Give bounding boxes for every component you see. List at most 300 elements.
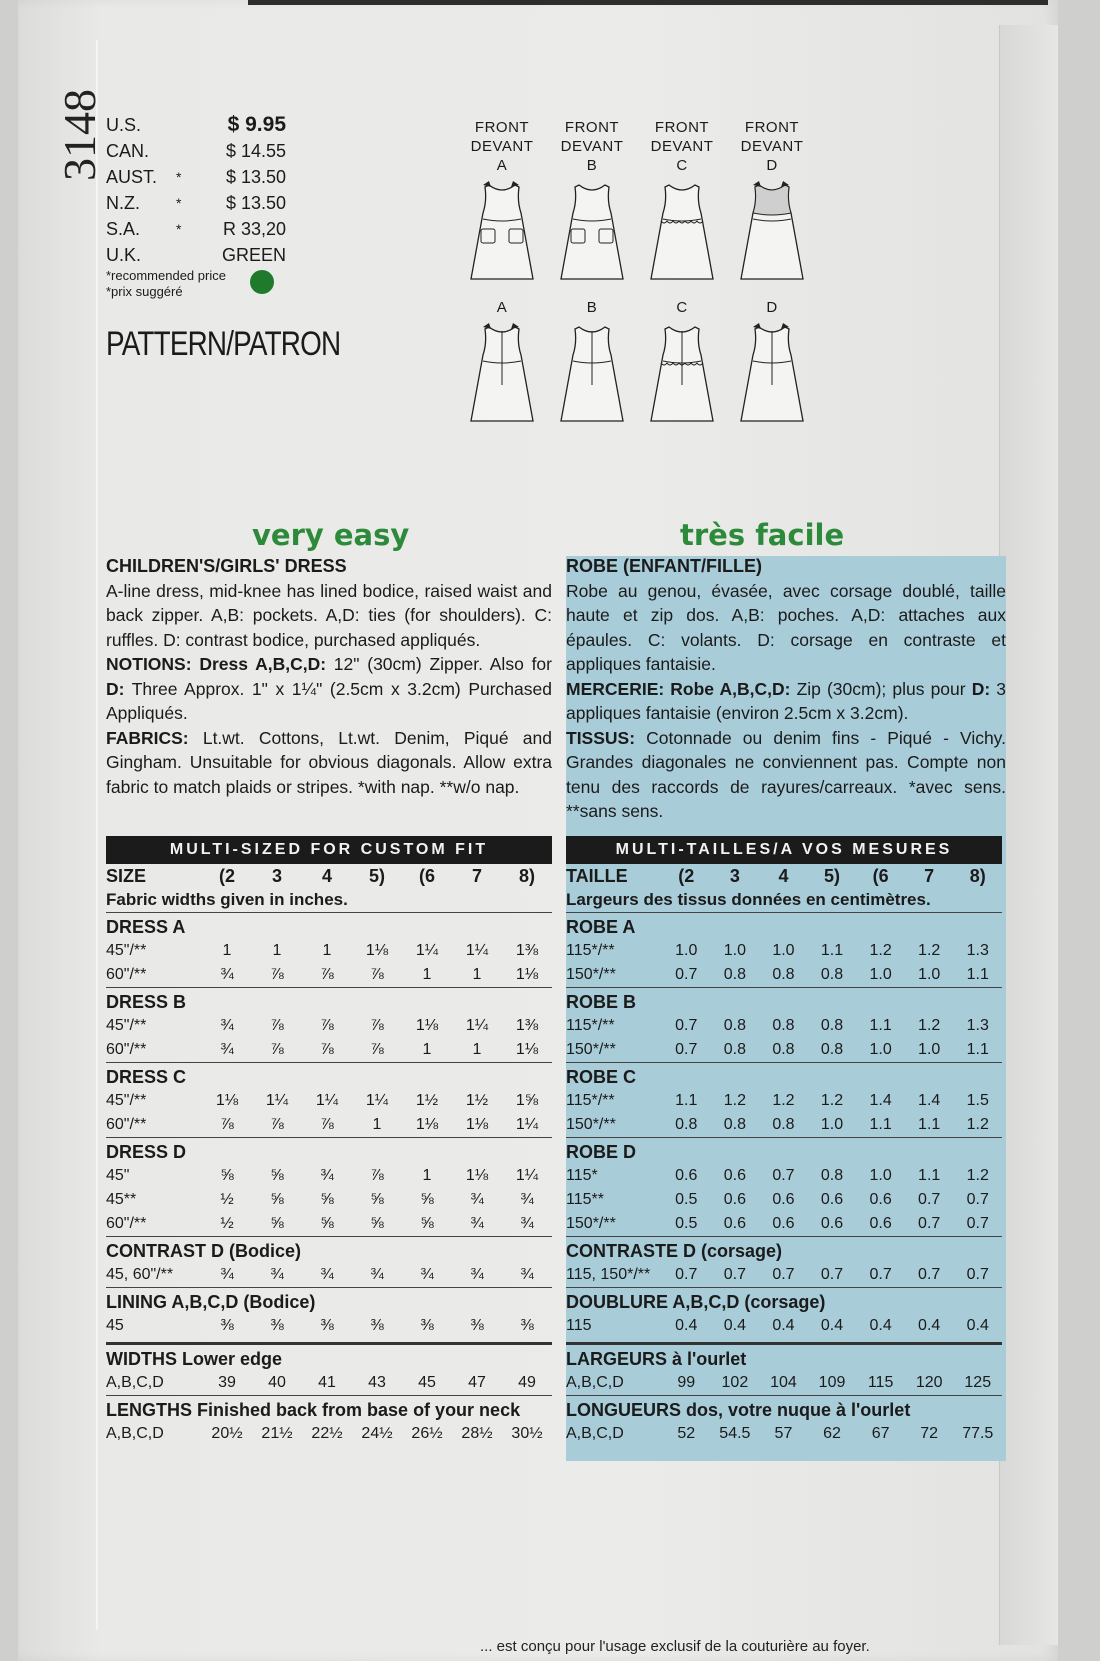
table-cell: ⅜ bbox=[270, 1317, 284, 1334]
row-label: 150*/** bbox=[566, 1116, 616, 1133]
row-cells bbox=[202, 1014, 552, 1038]
table-cell: ¾ bbox=[470, 1215, 484, 1232]
fold-line bbox=[96, 40, 98, 1630]
front-label: FRONT bbox=[744, 119, 800, 136]
table-row bbox=[566, 1038, 1002, 1062]
table-cell: 1.0 bbox=[869, 1167, 892, 1184]
view-letter: B bbox=[586, 299, 598, 316]
section-heading: DRESS A bbox=[106, 912, 552, 939]
lengths-heading: LONGUEURS dos, votre nuque à l'ourlet bbox=[566, 1395, 1002, 1422]
table-cell: 1.5 bbox=[966, 1092, 989, 1109]
table-cell: ⅜ bbox=[320, 1317, 334, 1334]
table-cell: 1.0 bbox=[918, 1041, 941, 1058]
table-cell: 0.5 bbox=[675, 1215, 698, 1232]
english-fabrics: FABRICS: Lt.wt. Cottons, Lt.wt. Denim, Piqué and Gingham. Unsuitable for obvious diagonals. Allow extra fabric to match plaids or stripes. *with nap. **w/o nap. bbox=[106, 727, 552, 797]
table-cell: 0.7 bbox=[869, 1266, 892, 1283]
table-cell: 1¼ bbox=[315, 1092, 339, 1109]
front-label: FRONT bbox=[654, 119, 710, 136]
table-cell: 3 bbox=[271, 866, 282, 886]
table-cell: 47 bbox=[468, 1374, 486, 1391]
dress-front-icon bbox=[462, 179, 542, 283]
price-mark: * bbox=[176, 221, 182, 237]
table-cell: 45 bbox=[418, 1374, 436, 1391]
table-cell: ⅞ bbox=[270, 1041, 284, 1058]
french-fabrics: TISSUS: Cotonnade ou denim fins - Piqué - Vichy. Grandes diagonales ne conviennent pas. Compte non tenu des raccords de rayures/carreaux. *avec sens. **sans sens. bbox=[566, 727, 1006, 821]
table-cell: 1¼ bbox=[465, 942, 489, 959]
table-cell: 1.2 bbox=[820, 1092, 844, 1109]
table-cell: 0.8 bbox=[820, 1017, 844, 1034]
row-cells bbox=[662, 963, 1002, 987]
widths-heading: LARGEURS à l'ourlet bbox=[566, 1342, 1002, 1371]
price-mark bbox=[176, 112, 192, 138]
row-cells bbox=[662, 1038, 1002, 1062]
table-cell: 1.4 bbox=[869, 1092, 892, 1109]
table-cell: 109 bbox=[818, 1374, 846, 1391]
row-label: TAILLE bbox=[566, 866, 628, 886]
row-cells bbox=[202, 1371, 552, 1395]
row-label: 150*/** bbox=[566, 966, 616, 983]
price-row bbox=[106, 190, 286, 216]
table-cell: 102 bbox=[721, 1374, 749, 1391]
row-cells bbox=[662, 1314, 1002, 1338]
table-cell: 1.3 bbox=[966, 1017, 989, 1034]
table-cell: 0.7 bbox=[675, 1041, 698, 1058]
back-view-b bbox=[552, 298, 632, 425]
table-cell: 21½ bbox=[261, 1425, 293, 1442]
row-label: 115*/** bbox=[566, 1017, 615, 1034]
table-cell: ¾ bbox=[470, 1266, 484, 1283]
table-row bbox=[106, 939, 552, 963]
row-label: 60"/** bbox=[106, 1041, 147, 1058]
section-heading: DRESS B bbox=[106, 987, 552, 1014]
table-cell: 0.8 bbox=[723, 966, 746, 983]
table-cell: 1.1 bbox=[869, 1116, 892, 1133]
table-cell: (2 bbox=[218, 866, 235, 886]
table-cell: 1.0 bbox=[869, 1041, 892, 1058]
table-cell: 1⅛ bbox=[465, 1167, 489, 1184]
table-cell: 0.8 bbox=[820, 1167, 844, 1184]
table-row bbox=[566, 963, 1002, 987]
row-cells bbox=[662, 1422, 1002, 1446]
table-cell: ¾ bbox=[220, 966, 234, 983]
row-cells bbox=[202, 1263, 552, 1287]
table-cell: 1⅜ bbox=[515, 942, 539, 959]
table-cell: 0.6 bbox=[723, 1191, 746, 1208]
row-cells bbox=[662, 1263, 1002, 1287]
table-cell: 1.1 bbox=[675, 1092, 698, 1109]
table-cell: 0.8 bbox=[723, 1116, 746, 1133]
table-cell: 40 bbox=[268, 1374, 286, 1391]
table-cell: 0.7 bbox=[820, 1266, 844, 1283]
table-cell: 1⅛ bbox=[215, 1092, 239, 1109]
section-heading: ROBE C bbox=[566, 1062, 1002, 1089]
table-cell: ⅝ bbox=[320, 1191, 334, 1208]
price-row bbox=[106, 164, 286, 190]
table-row bbox=[106, 1314, 552, 1338]
price-list bbox=[106, 112, 286, 300]
row-cells bbox=[202, 1422, 552, 1446]
table-row bbox=[106, 1164, 552, 1188]
row-label: SIZE bbox=[106, 866, 147, 886]
table-cell: 4 bbox=[778, 866, 789, 886]
table-cell: (6 bbox=[418, 866, 435, 886]
table-row bbox=[566, 1113, 1002, 1137]
table-cell: 1.1 bbox=[966, 1041, 989, 1058]
table-cell: 0.4 bbox=[869, 1317, 892, 1334]
row-label: 60"/** bbox=[106, 966, 147, 983]
price-value: $ 9.95 bbox=[227, 113, 286, 136]
right-flap bbox=[999, 25, 1058, 1645]
french-title: ROBE (ENFANT/FILLE) bbox=[566, 556, 762, 576]
front-label: FRONT bbox=[564, 119, 620, 136]
table-cell: 0.7 bbox=[675, 1017, 698, 1034]
table-cell: 1 bbox=[422, 1041, 432, 1058]
table-cell: 1.2 bbox=[723, 1092, 746, 1109]
table-cell: ⅝ bbox=[220, 1167, 234, 1184]
table-cell: 0.7 bbox=[966, 1191, 989, 1208]
table-cell: 26½ bbox=[411, 1425, 443, 1442]
price-row bbox=[106, 138, 286, 164]
row-label: 45"/** bbox=[106, 1017, 147, 1034]
row-label: 45, 60"/** bbox=[106, 1266, 174, 1283]
yardage-table-english bbox=[106, 836, 552, 1446]
price-mark bbox=[176, 138, 192, 164]
table-cell: ⅝ bbox=[420, 1215, 434, 1232]
row-cells bbox=[662, 1164, 1002, 1188]
table-cell: 0.8 bbox=[772, 1017, 795, 1034]
table-header-bar: MULTI-TAILLES/A VOS MESURES bbox=[566, 836, 1002, 864]
table-cell: 1 bbox=[272, 942, 282, 959]
table-cell: 1.2 bbox=[918, 942, 941, 959]
section-heading: CONTRASTE D (corsage) bbox=[566, 1236, 1002, 1263]
table-header-bar: MULTI-SIZED FOR CUSTOM FIT bbox=[106, 836, 552, 864]
front-view-c bbox=[642, 118, 722, 283]
back-view-c bbox=[642, 298, 722, 425]
dress-back-icon bbox=[462, 321, 542, 425]
table-cell: 0.7 bbox=[918, 1266, 941, 1283]
table-cell: ⅝ bbox=[320, 1215, 334, 1232]
price-mark: * bbox=[176, 195, 182, 211]
table-row bbox=[566, 1014, 1002, 1038]
english-notions: NOTIONS: Dress A,B,C,D: 12" (30cm) Zipper. Also for D: Three Approx. 1" x 1¼" (2.5cm x 3.2cm) Purchased Appliqués. bbox=[106, 654, 552, 723]
front-view-a bbox=[462, 118, 542, 283]
row-label: 150*/** bbox=[566, 1041, 616, 1058]
table-cell: 30½ bbox=[511, 1425, 543, 1442]
table-row bbox=[566, 864, 1002, 888]
table-cell: ¾ bbox=[220, 1017, 234, 1034]
table-cell: 1⅛ bbox=[415, 1017, 439, 1034]
table-cell: 0.8 bbox=[820, 966, 844, 983]
table-cell: 1 bbox=[472, 1041, 482, 1058]
table-cell: ⅞ bbox=[320, 1116, 334, 1133]
table-cell: (2 bbox=[678, 866, 695, 886]
table-cell: 0.7 bbox=[772, 1266, 795, 1283]
table-row bbox=[566, 1263, 1002, 1287]
table-cell: ⅞ bbox=[370, 1167, 384, 1184]
table-cell: ¾ bbox=[270, 1266, 284, 1283]
table-cell: 0.7 bbox=[918, 1191, 941, 1208]
fabric-widths-note: Largeurs des tissus données en centimètres. bbox=[566, 890, 931, 909]
table-row bbox=[566, 1164, 1002, 1188]
widths-heading: WIDTHS Lower edge bbox=[106, 1342, 552, 1371]
table-cell: 1⅛ bbox=[515, 966, 539, 983]
price-row bbox=[106, 216, 286, 242]
row-cells bbox=[202, 1188, 552, 1212]
table-cell: 5) bbox=[824, 866, 841, 886]
price-row bbox=[106, 112, 286, 138]
table-cell: 1.0 bbox=[772, 942, 795, 959]
table-cell: ⅞ bbox=[220, 1116, 234, 1133]
table-cell: 1.1 bbox=[918, 1167, 941, 1184]
table-cell: 1.0 bbox=[869, 966, 892, 983]
front-label: FRONT bbox=[474, 119, 530, 136]
devant-label: DEVANT bbox=[650, 138, 714, 155]
price-value: GREEN bbox=[221, 245, 286, 265]
row-label: 45 bbox=[106, 1317, 124, 1334]
table-cell: 0.6 bbox=[675, 1167, 698, 1184]
table-cell: 0.8 bbox=[772, 1041, 795, 1058]
section-heading: ROBE A bbox=[566, 912, 1002, 939]
table-cell: ¾ bbox=[420, 1266, 434, 1283]
bottom-text: ... est conçu pour l'usage exclusif de la couturière au foyer. bbox=[480, 1638, 870, 1655]
table-cell: 62 bbox=[823, 1425, 841, 1442]
table-row bbox=[106, 1113, 552, 1137]
price-country: U.K. bbox=[106, 245, 142, 265]
table-cell: ⅝ bbox=[420, 1191, 434, 1208]
table-row bbox=[106, 1422, 552, 1446]
table-cell: 1.4 bbox=[918, 1092, 941, 1109]
price-value: R 33,20 bbox=[222, 219, 286, 239]
english-title: CHILDREN'S/GIRLS' DRESS bbox=[106, 556, 347, 576]
table-cell: 1 bbox=[222, 942, 232, 959]
table-cell: 0.8 bbox=[772, 966, 795, 983]
row-cells bbox=[202, 1113, 552, 1137]
table-cell: 0.8 bbox=[820, 1041, 844, 1058]
view-letter: C bbox=[676, 157, 688, 174]
table-cell: 1.1 bbox=[966, 966, 989, 983]
devant-label: DEVANT bbox=[470, 138, 534, 155]
french-desc-text: Robe au genou, évasée, avec corsage doublé, taille haute et zip dos. A,B: poches. A,D: attaches aux épaules. C: volants. D: corsage en contraste et appliques fantaisie. bbox=[566, 580, 1006, 674]
table-cell: ⅞ bbox=[270, 966, 284, 983]
pattern-number: 3148 bbox=[54, 89, 105, 181]
table-cell: 0.6 bbox=[869, 1215, 892, 1232]
table-cell: ¾ bbox=[520, 1215, 534, 1232]
table-cell: 1⅛ bbox=[365, 942, 389, 959]
price-country: N.Z. bbox=[106, 193, 140, 213]
table-cell: 99 bbox=[677, 1374, 696, 1391]
table-cell: ¾ bbox=[370, 1266, 384, 1283]
dress-back-icon bbox=[732, 321, 812, 425]
table-row bbox=[566, 1371, 1002, 1395]
front-view-d bbox=[732, 118, 812, 283]
row-label: A,B,C,D bbox=[106, 1425, 164, 1442]
table-row bbox=[566, 1314, 1002, 1338]
table-cell: 1¼ bbox=[465, 1017, 489, 1034]
table-cell: 43 bbox=[368, 1374, 386, 1391]
back-view-a bbox=[462, 298, 542, 425]
table-cell: ½ bbox=[220, 1215, 234, 1232]
row-label: A,B,C,D bbox=[566, 1425, 624, 1442]
table-cell: 0.6 bbox=[772, 1191, 795, 1208]
section-heading: LINING A,B,C,D (Bodice) bbox=[106, 1287, 552, 1314]
table-cell: 120 bbox=[915, 1374, 943, 1391]
dress-front-icon bbox=[552, 179, 632, 283]
uk-green-dot-icon bbox=[250, 270, 274, 294]
table-cell: 1.2 bbox=[918, 1017, 941, 1034]
table-cell: 0.7 bbox=[675, 966, 698, 983]
table-cell: 1.0 bbox=[675, 942, 698, 959]
table-cell: 1½ bbox=[465, 1092, 489, 1109]
table-cell: 1.1 bbox=[869, 1017, 892, 1034]
row-label: 45"/** bbox=[106, 1092, 147, 1109]
table-row bbox=[566, 939, 1002, 963]
prix-suggere-note: *prix suggéré bbox=[106, 284, 183, 299]
row-label: 150*/** bbox=[566, 1215, 616, 1232]
table-cell: ¾ bbox=[520, 1266, 534, 1283]
table-cell: 1 bbox=[472, 966, 482, 983]
table-cell: 1.1 bbox=[820, 942, 844, 959]
table-cell: 1¼ bbox=[515, 1167, 539, 1184]
english-description bbox=[106, 554, 552, 799]
table-row bbox=[106, 1014, 552, 1038]
table-cell: 1¼ bbox=[265, 1092, 289, 1109]
row-label: 115*/** bbox=[566, 942, 615, 959]
table-cell: ⅝ bbox=[270, 1215, 284, 1232]
dress-front-icon bbox=[642, 179, 722, 283]
table-cell: 1⅛ bbox=[515, 1041, 539, 1058]
table-cell: ¾ bbox=[320, 1266, 334, 1283]
price-value: $ 14.55 bbox=[225, 141, 286, 161]
view-letter: B bbox=[586, 157, 598, 174]
table-cell: 1.2 bbox=[966, 1116, 989, 1133]
table-row bbox=[106, 1371, 552, 1395]
dress-back-icon bbox=[552, 321, 632, 425]
section-heading: ROBE B bbox=[566, 987, 1002, 1014]
table-row bbox=[566, 1422, 1002, 1446]
table-cell: 54.5 bbox=[719, 1425, 751, 1442]
table-cell: ⅞ bbox=[320, 1017, 334, 1034]
table-cell: ⅞ bbox=[370, 1041, 384, 1058]
french-description bbox=[566, 554, 1006, 824]
table-cell: 1 bbox=[422, 966, 432, 983]
table-cell: ¾ bbox=[520, 1191, 534, 1208]
table-cell: 0.8 bbox=[675, 1116, 698, 1133]
table-cell: 0.7 bbox=[966, 1215, 989, 1232]
table-cell: 28½ bbox=[461, 1425, 493, 1442]
row-cells bbox=[202, 1314, 552, 1338]
row-cells bbox=[662, 1113, 1002, 1137]
row-label: 115** bbox=[566, 1191, 604, 1208]
table-row bbox=[566, 1089, 1002, 1113]
table-cell: 0.4 bbox=[772, 1317, 795, 1334]
table-cell: ¾ bbox=[470, 1191, 484, 1208]
row-cells bbox=[662, 1371, 1002, 1395]
table-row bbox=[106, 1263, 552, 1287]
table-cell: 0.4 bbox=[966, 1317, 989, 1334]
table-cell: 0.6 bbox=[869, 1191, 892, 1208]
row-cells bbox=[202, 1164, 552, 1188]
row-label: A,B,C,D bbox=[106, 1374, 164, 1391]
table-cell: 8) bbox=[518, 866, 535, 886]
row-cells bbox=[662, 1212, 1002, 1236]
price-row bbox=[106, 242, 286, 268]
table-cell: 49 bbox=[518, 1374, 536, 1391]
table-cell: 1.3 bbox=[966, 942, 989, 959]
table-cell: ⅞ bbox=[270, 1017, 284, 1034]
table-cell: 0.7 bbox=[772, 1167, 795, 1184]
table-cell: ⅞ bbox=[370, 1017, 384, 1034]
fabric-widths-note: Fabric widths given in inches. bbox=[106, 890, 348, 909]
table-cell: 20½ bbox=[211, 1425, 243, 1442]
table-cell: 1⅛ bbox=[415, 1116, 439, 1133]
row-label: 45" bbox=[106, 1167, 130, 1184]
table-cell: 57 bbox=[774, 1425, 793, 1442]
table-cell: 1 bbox=[372, 1116, 382, 1133]
table-cell: 39 bbox=[218, 1374, 236, 1391]
row-label: 45"/** bbox=[106, 942, 147, 959]
pattern-label: PATTERN/PATRON bbox=[106, 325, 341, 363]
table-cell: 22½ bbox=[311, 1425, 343, 1442]
table-cell: 0.7 bbox=[918, 1215, 941, 1232]
table-cell: 115 bbox=[867, 1374, 894, 1391]
price-mark bbox=[176, 242, 192, 268]
devant-label: DEVANT bbox=[560, 138, 624, 155]
view-letter: D bbox=[766, 299, 778, 316]
row-cells bbox=[202, 864, 552, 888]
table-cell: 8) bbox=[969, 866, 986, 886]
table-row bbox=[566, 1188, 1002, 1212]
table-cell: 0.7 bbox=[675, 1266, 698, 1283]
table-cell: 1¼ bbox=[515, 1116, 539, 1133]
table-cell: ⅜ bbox=[370, 1317, 384, 1334]
row-cells bbox=[662, 1014, 1002, 1038]
french-notions: MERCERIE: Robe A,B,C,D: Zip (30cm); plus pour D: 3 appliques fantaisie (environ 2.5cm x 3.2cm). bbox=[566, 678, 1006, 723]
table-cell: 0.5 bbox=[675, 1191, 698, 1208]
table-row bbox=[106, 1212, 552, 1236]
row-cells bbox=[662, 864, 1002, 888]
table-cell: ⅜ bbox=[220, 1317, 234, 1334]
table-cell: 0.8 bbox=[723, 1041, 746, 1058]
top-strip bbox=[248, 0, 1048, 5]
table-cell: 0.6 bbox=[723, 1215, 746, 1232]
price-mark: * bbox=[176, 169, 182, 185]
price-country: AUST. bbox=[106, 167, 158, 187]
row-label: 45** bbox=[106, 1191, 137, 1208]
row-label: 115* bbox=[566, 1167, 598, 1184]
view-drawings bbox=[462, 118, 822, 448]
yardage-table-french bbox=[566, 836, 1002, 1446]
recommended-price-note: *recommended price bbox=[106, 268, 226, 283]
table-cell: ⅜ bbox=[520, 1317, 534, 1334]
table-cell: ⅝ bbox=[270, 1167, 284, 1184]
row-cells bbox=[202, 939, 552, 963]
devant-label: DEVANT bbox=[740, 138, 804, 155]
table-cell: 3 bbox=[729, 866, 740, 886]
table-cell: 0.6 bbox=[723, 1167, 746, 1184]
table-cell: 77.5 bbox=[962, 1425, 994, 1442]
table-cell: 0.4 bbox=[820, 1317, 844, 1334]
lengths-heading: LENGTHS Finished back from base of your neck bbox=[106, 1395, 552, 1422]
table-cell: ⅝ bbox=[270, 1191, 284, 1208]
table-cell: 24½ bbox=[361, 1425, 393, 1442]
table-cell: 1.2 bbox=[772, 1092, 795, 1109]
table-cell: 125 bbox=[964, 1374, 992, 1391]
row-cells bbox=[662, 1089, 1002, 1113]
table-cell: 0.7 bbox=[723, 1266, 746, 1283]
table-cell: 104 bbox=[770, 1374, 797, 1391]
table-cell: ⅞ bbox=[320, 966, 334, 983]
table-cell: 1⅝ bbox=[515, 1092, 539, 1109]
